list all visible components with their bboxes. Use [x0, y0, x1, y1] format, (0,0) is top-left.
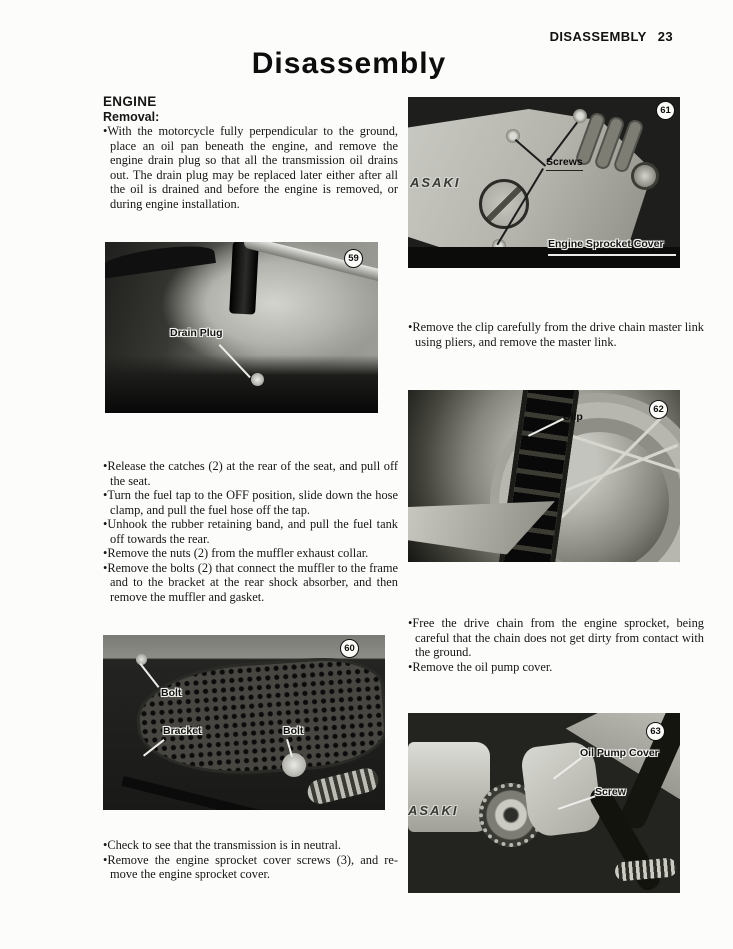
procedure-step: • Turn the fuel tap to the OFF position, slide down the hose clamp, and pull the fuel hose off the tap.: [103, 488, 398, 517]
lower-bolt-shape: [282, 753, 306, 777]
procedure-list-sprocket-cover: [103, 838, 398, 882]
engine-sprocket-cover-label: Engine Sprocket Cover: [548, 238, 664, 250]
page-title: Disassembly: [251, 47, 447, 80]
drain-plug-bolt-shape: [251, 373, 264, 386]
cover-label-underline: [548, 254, 676, 256]
procedure-step: • Remove the clip carefully from the drive chain master link using pliers, and remove the master link.: [408, 320, 704, 349]
figure-62-number-badge: 62: [649, 400, 668, 419]
running-header: [550, 29, 673, 44]
procedure-step: • Remove the engine sprocket cover screws (3), and re- move the engine sprocket cover.: [103, 853, 398, 882]
oil-pump-cover-label: Oil Pump Cover: [580, 747, 659, 759]
procedure-step: • Release the catches (2) at the rear of the seat, and pull off the seat.: [103, 459, 398, 488]
figure-59-photo-drain-plug: [105, 242, 378, 413]
procedure-step: • Remove the bolts (2) that connect the muffler to the frame and to the bracket at the rear shock absorber, and then remove the muffler and gasket.: [103, 561, 398, 605]
drain-plug-label: Drain Plug: [170, 327, 223, 339]
bolt-right-label: Bolt: [283, 725, 304, 737]
figure-59-number-badge: 59: [344, 249, 363, 268]
figure-62-photo-chain-clip: [408, 390, 680, 562]
bracket-label: Bracket: [163, 725, 202, 737]
kawasaki-casting-text: ASAKI: [408, 803, 459, 818]
procedure-list-chain-oil-pump: [408, 616, 704, 674]
procedure-step: • Free the drive chain from the engine sprocket, being careful that the chain does not get dirty from contact with the ground.: [408, 616, 704, 660]
screws-label: Screws: [546, 157, 583, 171]
figure-60-number-badge: 60: [340, 639, 359, 658]
frame-bar-shape: [121, 776, 293, 810]
frame-tube-shape: [229, 242, 259, 314]
running-header-chapter: DISASSEMBLY: [549, 29, 647, 44]
figure-61-photo-engine-sprocket-cover: [408, 97, 680, 268]
procedure-step: • Remove the nuts (2) from the muffler exhaust collar.: [103, 546, 398, 561]
clip-label: Clip: [563, 411, 583, 423]
procedure-intro: [103, 124, 398, 211]
shock-spring-shape: [306, 765, 382, 806]
subsection-heading-removal: Removal:: [103, 110, 160, 124]
procedure-step: • Remove the oil pump cover.: [408, 660, 704, 675]
swingarm-bolt-shape: [634, 165, 656, 187]
section-heading-engine: ENGINE: [103, 94, 157, 109]
bolt-top-leader-line: [140, 663, 160, 688]
figure-63-photo-oil-pump-cover: [408, 713, 680, 893]
front-fender-shape: [105, 242, 215, 279]
procedure-list-seat-fuel-muffler: [103, 459, 398, 604]
engine-shadow-shape: [105, 355, 378, 413]
procedure-step: • Unhook the rubber retaining band, and pull the fuel tank off towards the rear.: [103, 517, 398, 546]
screw-label: Screw: [595, 786, 626, 798]
procedure-step: • Check to see that the transmission is in neutral.: [103, 838, 398, 853]
procedure-list-master-link: [408, 320, 704, 349]
engine-case-shape: [408, 742, 490, 832]
bolt-top-label: Bolt: [161, 687, 182, 699]
muffler-heat-shield-shape: [136, 656, 385, 778]
figure-63-number-badge: 63: [646, 722, 665, 741]
page-number: 23: [657, 29, 673, 44]
cover-screw-shape: [573, 109, 587, 123]
procedure-step: • With the motorcycle fully perpendicular to the ground, place an oil pan beneath the engine, and remove the engine drain plug so that all the transmission oil drains out. The drain plug may be replaced later either after all the oil is drained and before the engine is removed, or during engine installation.: [103, 124, 398, 211]
photo-dark-strip: [408, 247, 680, 268]
figure-60-photo-muffler: [103, 635, 385, 810]
kawasaki-casting-text: ASAKI: [410, 175, 461, 190]
figure-61-number-badge: 61: [656, 101, 675, 120]
